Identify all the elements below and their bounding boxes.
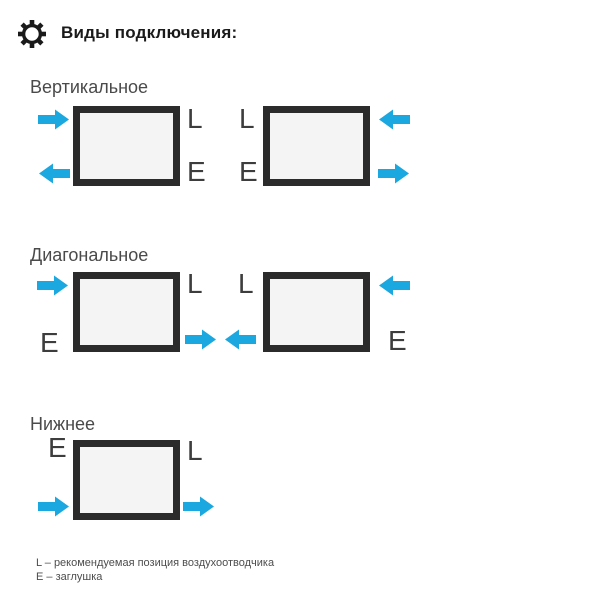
- legend-line-plug: E – заглушка: [36, 571, 103, 583]
- arrow-right-icon: [183, 495, 215, 518]
- arrow-right-icon: [37, 274, 69, 297]
- port-label-plug: E: [40, 327, 59, 358]
- port-label-air-vent: L: [187, 268, 203, 299]
- arrow-right-icon: [38, 108, 70, 131]
- radiator-box: [263, 106, 370, 186]
- arrow-left-icon: [224, 328, 256, 351]
- section-label-diagonal: Диагональное: [30, 245, 149, 265]
- section-label-vertical: Вертикальное: [30, 77, 149, 97]
- port-label-plug: E: [187, 156, 206, 187]
- port-label-plug: E: [48, 432, 67, 463]
- port-label-air-vent: L: [239, 103, 255, 134]
- port-label-air-vent: L: [238, 268, 254, 299]
- port-label-air-vent: L: [187, 435, 203, 466]
- radiator-box: [263, 272, 370, 352]
- section-label-bottom: Нижнее: [30, 414, 96, 434]
- arrow-left-icon: [378, 274, 410, 297]
- port-label-plug: E: [239, 156, 258, 187]
- page-title: Виды подключения:: [61, 23, 238, 42]
- gear-icon: [17, 19, 47, 49]
- radiator-box: [73, 106, 180, 186]
- legend-line-air-vent: L – рекомендуемая позиция воздухоотводчика: [36, 557, 275, 569]
- arrow-left-icon: [378, 108, 410, 131]
- legend: [36, 556, 274, 584]
- arrow-left-icon: [38, 162, 70, 185]
- port-label-plug: E: [388, 325, 407, 356]
- arrow-right-icon: [378, 162, 410, 185]
- arrow-right-icon: [38, 495, 70, 518]
- radiator-box: [73, 272, 180, 352]
- port-label-air-vent: L: [187, 103, 203, 134]
- arrow-right-icon: [185, 328, 217, 351]
- radiator-box: [73, 440, 180, 520]
